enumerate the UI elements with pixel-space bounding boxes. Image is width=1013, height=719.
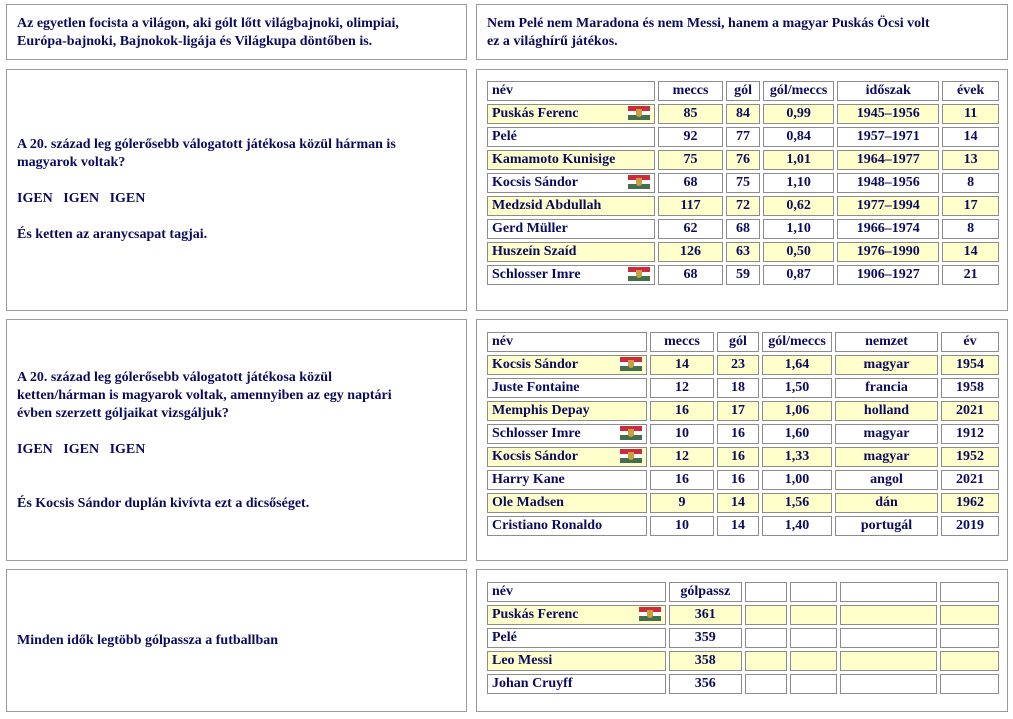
table-cell: 1945–1956 (837, 104, 939, 124)
column-header: meccs (658, 81, 723, 101)
table-cell: 1,33 (762, 447, 832, 467)
table-cell: 8 (942, 219, 999, 239)
intro-panel-right (476, 4, 1008, 60)
column-header: évek (942, 81, 999, 101)
table-cell: 359 (669, 628, 741, 648)
column-header: év (941, 332, 999, 352)
table-cell (840, 651, 937, 671)
table-cell: 14 (942, 127, 999, 147)
table-row (487, 628, 999, 648)
player-name: Cristiano Ronaldo (492, 518, 603, 533)
hungarian-flag-icon (628, 175, 650, 189)
assists-table (484, 579, 1002, 697)
table-cell: 17 (942, 196, 999, 216)
table-row (487, 242, 999, 262)
table-cell: 1952 (941, 447, 999, 467)
table-cell: 1964–1977 (837, 150, 939, 170)
table-cell: 126 (658, 242, 723, 262)
intro-left-line1: Az egyetlen focista a világon, aki gólt lőtt világbajnoki, olimpiai, (17, 16, 399, 31)
table-cell: 1,00 (762, 470, 832, 490)
hungarian-flag-icon (620, 449, 642, 463)
player-name-cell (487, 651, 666, 671)
player-name-cell (487, 219, 655, 239)
table-row (487, 605, 999, 625)
yearly-scorers-table (484, 329, 1002, 539)
table-cell: 16 (650, 401, 714, 421)
section2-table-panel (476, 319, 1008, 561)
table-cell (940, 674, 999, 694)
table-cell (840, 628, 937, 648)
table-cell: 1,01 (763, 150, 834, 170)
player-name: Kocsis Sándor (492, 175, 578, 190)
table-row (487, 104, 999, 124)
player-name-cell (487, 196, 655, 216)
table-row (487, 401, 999, 421)
table-cell (940, 651, 999, 671)
section1-note: És ketten az aranycsapat tagjai. (17, 227, 208, 242)
table-cell: 1976–1990 (837, 242, 939, 262)
table-cell: 1948–1956 (837, 173, 939, 193)
table-row (487, 516, 999, 536)
table-cell: 11 (942, 104, 999, 124)
table-cell (940, 605, 999, 625)
table-cell: 16 (717, 447, 759, 467)
hungarian-flag-icon (620, 426, 642, 440)
table-cell: 16 (717, 424, 759, 444)
player-name-cell (487, 104, 655, 124)
section1-question-panel (6, 69, 467, 311)
table-cell: 0,50 (763, 242, 834, 262)
player-name: Johan Cruyff (492, 676, 573, 691)
table-row (487, 447, 999, 467)
table-cell: 75 (658, 150, 723, 170)
table-cell: 1,10 (763, 219, 834, 239)
intro-panel-left (6, 4, 467, 60)
table-cell: 0,87 (763, 265, 834, 285)
table-cell: 1958 (941, 378, 999, 398)
table-cell (790, 605, 837, 625)
player-name-cell (487, 173, 655, 193)
table-cell: 1957–1971 (837, 127, 939, 147)
table-row (487, 651, 999, 671)
table-cell: 0,84 (763, 127, 834, 147)
column-header: gól/meccs (762, 332, 832, 352)
table-cell: 59 (726, 265, 760, 285)
table-cell (790, 674, 837, 694)
player-name-cell (487, 605, 666, 625)
section3-table-panel (476, 569, 1008, 712)
column-header: nemzet (835, 332, 938, 352)
player-name: Kocsis Sándor (492, 449, 578, 464)
table-cell: 16 (650, 470, 714, 490)
top-scorers-table (484, 78, 1002, 288)
hungarian-flag-icon (628, 267, 650, 281)
table-cell: 76 (726, 150, 760, 170)
section2-question-panel (6, 319, 467, 561)
table-cell: 68 (658, 173, 723, 193)
table-cell: 0,62 (763, 196, 834, 216)
table-cell: 2021 (941, 470, 999, 490)
table-cell: 85 (658, 104, 723, 124)
column-header: meccs (650, 332, 714, 352)
player-name-cell (487, 470, 647, 490)
table-cell: 13 (942, 150, 999, 170)
section1-table-panel (476, 69, 1008, 311)
table-cell: 62 (658, 219, 723, 239)
player-name-cell (487, 516, 647, 536)
table-cell: 1,64 (762, 355, 832, 375)
player-name-cell (487, 127, 655, 147)
table-cell: 1,40 (762, 516, 832, 536)
section1-question-line2: magyarok voltak? (17, 155, 126, 170)
table-row (487, 493, 999, 513)
player-name: Schlosser Imre (492, 267, 581, 282)
player-name-cell (487, 242, 655, 262)
table-cell: 358 (669, 651, 741, 671)
column-header (790, 582, 837, 602)
table-cell: 8 (942, 173, 999, 193)
intro-left-text (17, 15, 399, 51)
table-row (487, 355, 999, 375)
player-name: Puskás Ferenc (492, 106, 579, 121)
table-row (487, 150, 999, 170)
player-name: Gerd Müller (492, 221, 568, 236)
table-row (487, 470, 999, 490)
player-name: Juste Fontaine (492, 380, 580, 395)
player-name-cell (487, 674, 666, 694)
table-cell: magyar (835, 447, 938, 467)
table-cell (940, 628, 999, 648)
table-cell (745, 674, 787, 694)
table-cell: 9 (650, 493, 714, 513)
table-cell (790, 651, 837, 671)
table-cell: 1,10 (763, 173, 834, 193)
table-row (487, 424, 999, 444)
table-cell: holland (835, 401, 938, 421)
table-cell: 12 (650, 447, 714, 467)
table-cell: 14 (717, 516, 759, 536)
column-header: gólpassz (669, 582, 741, 602)
player-name: Memphis Depay (492, 403, 590, 418)
section3-question: Minden idők legtöbb gólpassza a futballban (17, 633, 279, 648)
intro-right-line1: Nem Pelé nem Maradona és nem Messi, hanem a magyar Puskás Öcsi volt (487, 16, 930, 31)
player-name-cell (487, 401, 647, 421)
table-cell: angol (835, 470, 938, 490)
player-name: Ole Madsen (492, 495, 564, 510)
player-name-cell (487, 447, 647, 467)
table-cell: 10 (650, 424, 714, 444)
table-row (487, 173, 999, 193)
player-name: Puskás Ferenc (492, 607, 579, 622)
table-cell: 14 (650, 355, 714, 375)
table-cell: 1962 (941, 493, 999, 513)
table-row (487, 674, 999, 694)
player-name: Medzsid Abdullah (492, 198, 602, 213)
column-header: gól (717, 332, 759, 352)
player-name: Harry Kane (492, 472, 565, 487)
table-cell: 18 (717, 378, 759, 398)
table-cell: 72 (726, 196, 760, 216)
column-header (745, 582, 787, 602)
table-cell (790, 628, 837, 648)
player-name-cell (487, 150, 655, 170)
table-cell: 1977–1994 (837, 196, 939, 216)
player-name: Leo Messi (492, 653, 553, 668)
table-cell: 92 (658, 127, 723, 147)
hungarian-flag-icon (639, 607, 661, 621)
player-name: Schlosser Imre (492, 426, 581, 441)
table-row (487, 219, 999, 239)
section2-question-line2: ketten/hárman is magyarok voltak, amennyiben az egy naptári (17, 388, 392, 403)
column-header: gól/meccs (763, 81, 834, 101)
table-cell: 77 (726, 127, 760, 147)
player-name-cell (487, 493, 647, 513)
table-cell: 356 (669, 674, 741, 694)
table-cell (745, 605, 787, 625)
table-row (487, 127, 999, 147)
table-cell: 14 (717, 493, 759, 513)
player-name-cell (487, 265, 655, 285)
column-header (940, 582, 999, 602)
player-name: Pelé (492, 129, 517, 144)
table-cell: 2019 (941, 516, 999, 536)
table-cell: 63 (726, 242, 760, 262)
section1-answer: IGEN IGEN IGEN (17, 191, 146, 206)
table-cell: 75 (726, 173, 760, 193)
table-cell: 12 (650, 378, 714, 398)
intro-right-line2: ez a világhírű játékos. (487, 34, 618, 49)
column-header: név (487, 81, 655, 101)
player-name-cell (487, 628, 666, 648)
section2-question-line3: évben szerzett góljaikat vizsgáljuk? (17, 406, 229, 421)
table-cell: 14 (942, 242, 999, 262)
intro-right-text (487, 15, 930, 51)
table-cell: dán (835, 493, 938, 513)
table-cell: 68 (658, 265, 723, 285)
table-cell (745, 628, 787, 648)
table-row (487, 378, 999, 398)
table-row (487, 265, 999, 285)
table-cell: francia (835, 378, 938, 398)
column-header: név (487, 332, 647, 352)
table-header-row (487, 81, 999, 101)
table-cell: portugál (835, 516, 938, 536)
table-cell: 2021 (941, 401, 999, 421)
table-cell: 16 (717, 470, 759, 490)
table-cell: magyar (835, 424, 938, 444)
table-cell: 1,06 (762, 401, 832, 421)
table-cell: 1,60 (762, 424, 832, 444)
section1-question-line1: A 20. század leg gólerősebb válogatott játékosa közül hárman is (17, 137, 396, 152)
table-header-row (487, 582, 999, 602)
section1-question-text (17, 136, 462, 244)
table-cell: 1,50 (762, 378, 832, 398)
section3-question-panel (6, 569, 467, 712)
table-cell (840, 674, 937, 694)
table-row (487, 196, 999, 216)
table-cell: 10 (650, 516, 714, 536)
hungarian-flag-icon (620, 357, 642, 371)
player-name: Huszeín Szaíd (492, 244, 577, 259)
table-header-row (487, 332, 999, 352)
table-cell: magyar (835, 355, 938, 375)
table-cell: 23 (717, 355, 759, 375)
player-name-cell (487, 424, 647, 444)
hungarian-flag-icon (628, 106, 650, 120)
intro-left-line2: Európa-bajnoki, Bajnokok-ligája és Világkupa döntőben is. (17, 34, 373, 49)
player-name-cell (487, 378, 647, 398)
table-cell: 1906–1927 (837, 265, 939, 285)
table-cell: 0,99 (763, 104, 834, 124)
table-cell: 117 (658, 196, 723, 216)
section2-answer: IGEN IGEN IGEN (17, 442, 146, 457)
section2-question-text (17, 369, 462, 513)
table-cell: 1954 (941, 355, 999, 375)
table-cell: 361 (669, 605, 741, 625)
table-cell: 84 (726, 104, 760, 124)
table-cell (745, 651, 787, 671)
table-cell: 1,56 (762, 493, 832, 513)
table-cell: 21 (942, 265, 999, 285)
column-header: név (487, 582, 666, 602)
player-name: Pelé (492, 630, 517, 645)
table-cell: 1912 (941, 424, 999, 444)
section3-question-text (17, 632, 278, 650)
table-cell: 68 (726, 219, 760, 239)
table-cell (840, 605, 937, 625)
table-cell: 17 (717, 401, 759, 421)
column-header (840, 582, 937, 602)
player-name-cell (487, 355, 647, 375)
player-name: Kamamoto Kunisige (492, 152, 616, 167)
player-name: Kocsis Sándor (492, 357, 578, 372)
column-header: gól (726, 81, 760, 101)
section2-question-line1: A 20. század leg gólerősebb válogatott játékosa közül (17, 370, 332, 385)
section2-note: És Kocsis Sándor duplán kivívta ezt a dicsőséget. (17, 496, 310, 511)
column-header: időszak (837, 81, 939, 101)
table-cell: 1966–1974 (837, 219, 939, 239)
